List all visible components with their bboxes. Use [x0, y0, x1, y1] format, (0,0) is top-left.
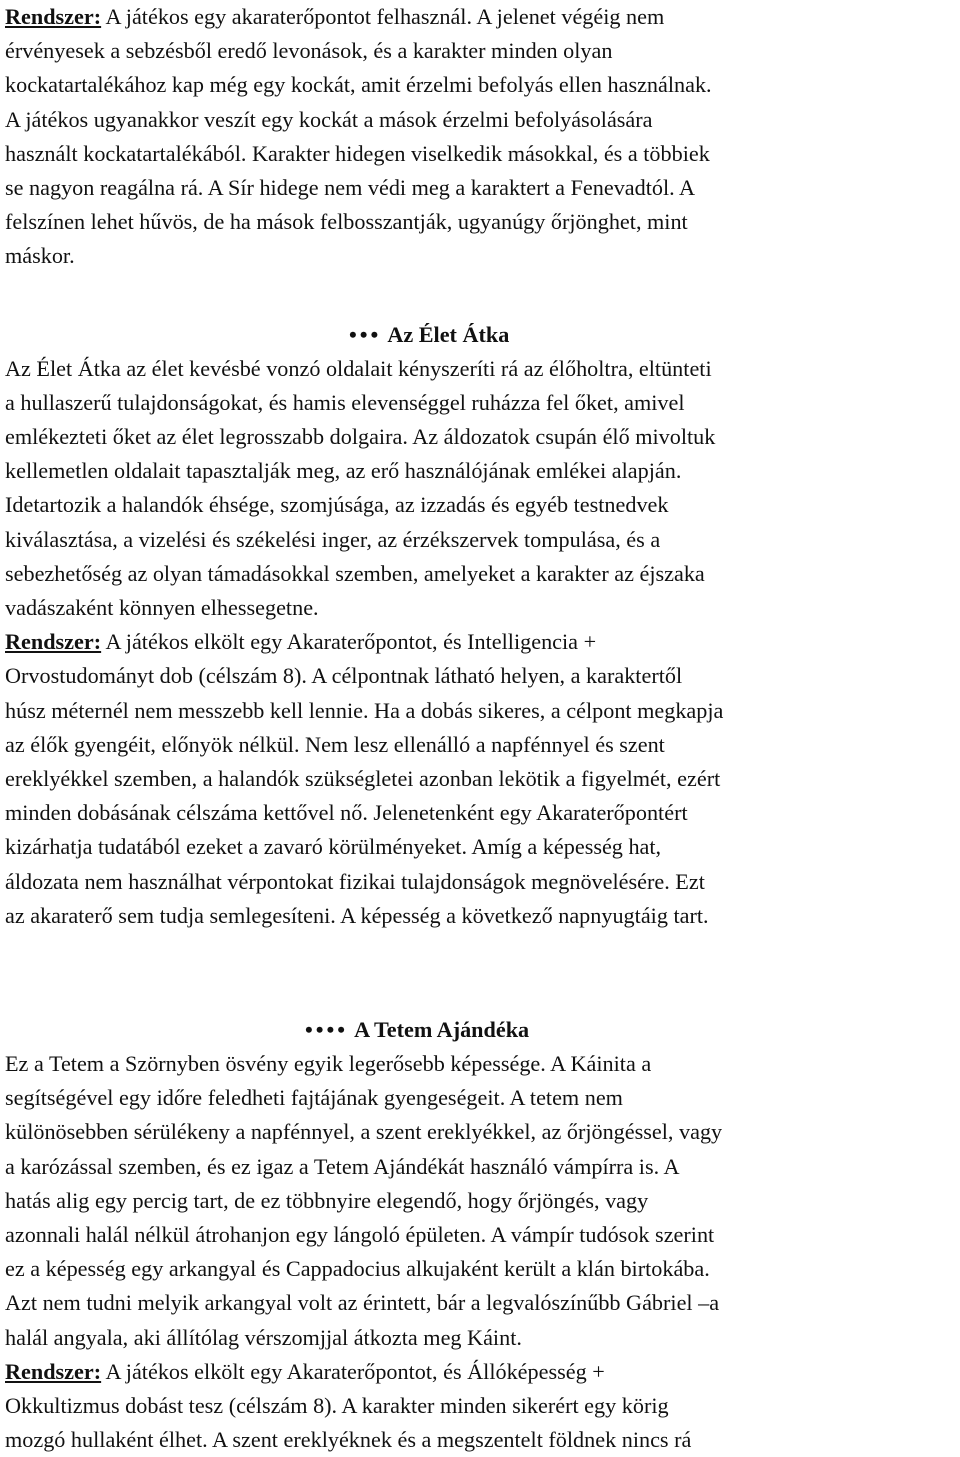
- text-line: Orvostudományt dob (célszám 8). A célpontnak látható helyen, a karaktertől: [5, 663, 683, 689]
- text-line: azonnali halál nélkül átrohanjon egy lángoló épületen. A vámpír tudósok szerint: [5, 1222, 715, 1247]
- text-line: máskor.: [5, 243, 75, 269]
- text-line: A játékos ugyanakkor veszít egy kockát a mások érzelmi befolyásolására: [5, 106, 653, 132]
- paragraph-tetem-ajandeka-system: [5, 1355, 960, 1457]
- text-line: ez a képesség egy arkangyal és Cappadocius alkujaként került a klán birtokába.: [5, 1256, 710, 1282]
- text-line: kiválasztása, a vizelési és székelési inger, az érzékszervek tompulása, és a: [5, 526, 661, 552]
- text-line: a hullaszerű tulajdonságokat, és hamis elevenséggel ruházza fel őket, amivel: [5, 389, 685, 415]
- text-line: sebezhetőség az olyan támadásokkal szemben, amelyeket a karakter az éjszaka: [5, 560, 705, 586]
- document-page: [5, 0, 960, 1457]
- section-heading-tetem-ajandeka: [5, 1013, 960, 1047]
- text-line: Idetartozik a halandók éhsége, szomjúsága, az izzadás és egyéb testnedvek: [5, 492, 669, 518]
- section-title: Az Élet Átka: [387, 321, 510, 347]
- text-line: Ez a Tetem a Szörnyben ösvény egyik legerősebb képessége. A Káinita a: [5, 1051, 652, 1077]
- text-line: felszínen lehet hűvös, de ha mások felbosszantják, ugyanúgy őrjönghet, mint: [5, 209, 688, 235]
- text-line: hatás alig egy percig tart, de ez többnyire elegendő, hogy őrjöngés, vagy: [5, 1187, 649, 1213]
- text-line: az élők gyengéit, előnyök nélkül. Nem lesz ellenálló a napfénnyel és szent: [5, 731, 665, 757]
- text-line: Azt nem tudni melyik arkangyal volt az érintett, bár a legvalószínűbb Gábriel –a: [5, 1290, 720, 1316]
- text-line: az akaraterő sem tudja semlegesíteni. A képesség a következő napnyugtáig tart.: [5, 902, 709, 928]
- text-line: érvényesek a sebzésből eredő levonások, és a karakter minden olyan: [5, 38, 613, 64]
- text-line: különösebben sérülékeny a napfénnyel, a szent ereklyékkel, az őrjöngéssel, vagy: [5, 1119, 723, 1145]
- text-line: kellemetlen oldalait tapasztalják meg, az erő használójának emlékei alapján.: [5, 458, 682, 484]
- text-line: mozgó hullaként élhet. A szent ereklyéknek és a megszentelt földnek nincs rá: [5, 1427, 692, 1453]
- section-heading-elet-atka: [5, 318, 960, 352]
- text-line: kizárhatja tudatából ezeket a zavaró körülményeket. Amíg a képesség hat,: [5, 834, 662, 860]
- text-line: se nagyon reagálna rá. A Sír hidege nem védi meg a karaktert a Fenevadtól. A: [5, 174, 696, 200]
- text-line: Rendszer: A játékos egy akaraterőpontot felhasznál. A jelenet végéig nem: [5, 4, 665, 29]
- text-line: Rendszer: A játékos elkölt egy Akaraterőpontot, és Intelligencia +: [5, 629, 597, 655]
- text-line: használt kockatartalékából. Karakter hidegen viselkedik másokkal, és a többiek: [5, 140, 710, 166]
- text-line: áldozata nem használhat vérpontokat fizikai tulajdonságok megnövelésére. Ezt: [5, 868, 705, 894]
- level-dots: •••: [349, 321, 382, 347]
- system-label: Rendszer:: [5, 629, 102, 655]
- system-label: Rendszer:: [5, 1358, 102, 1384]
- paragraph-tetem-ajandeka-description: [5, 1047, 960, 1355]
- text-line: Az Élet Átka az élet kevésbé vonzó oldalait kényszeríti rá az élőholtra, eltünteti: [5, 355, 712, 381]
- paragraph-system-1: [5, 0, 960, 274]
- text-line: kockatartalékához kap még egy kockát, amit érzelmi befolyás ellen használnak.: [5, 72, 712, 98]
- paragraph-elet-atka-system: [5, 625, 960, 933]
- text-line: segítségével egy időre feledheti fajtájának gyengeségeit. A tetem nem: [5, 1085, 623, 1111]
- paragraph-elet-atka-description: [5, 352, 960, 626]
- text-line: Rendszer: A játékos elkölt egy Akaraterőpontot, és Állóképesség +: [5, 1358, 605, 1384]
- level-dots: ••••: [305, 1016, 349, 1042]
- section-spacer: [5, 274, 960, 318]
- text-line: minden dobásának célszáma kettővel nő. Jelenetenként egy Akaraterőpontért: [5, 800, 688, 826]
- system-label: Rendszer:: [5, 4, 102, 29]
- section-title: A Tetem Ajándéka: [354, 1016, 530, 1042]
- text-line: ereklyékkel szemben, a halandók szükségletei azonban lekötik a figyelmét, ezért: [5, 765, 721, 791]
- text-line: vadászaként könnyen elhessegetne.: [5, 595, 319, 620]
- text-line: húsz méternél nem messzebb kell lennie. Ha a dobás sikeres, a célpont megkapja: [5, 697, 724, 723]
- text-line: a karózással szemben, és ez igaz a Tetem Ajándékát használó vámpírra is. A: [5, 1153, 680, 1179]
- text-line: emlékezteti őket az élet legrosszabb dolgaira. Az áldozatok csupán élő mivoltuk: [5, 424, 716, 450]
- section-spacer: [5, 933, 960, 1013]
- text-line: Okkultizmus dobást tesz (célszám 8). A karakter minden sikerért egy körig: [5, 1392, 669, 1418]
- text-line: halál angyala, aki állítólag vérszomjjal átkozta meg Káint.: [5, 1324, 522, 1350]
